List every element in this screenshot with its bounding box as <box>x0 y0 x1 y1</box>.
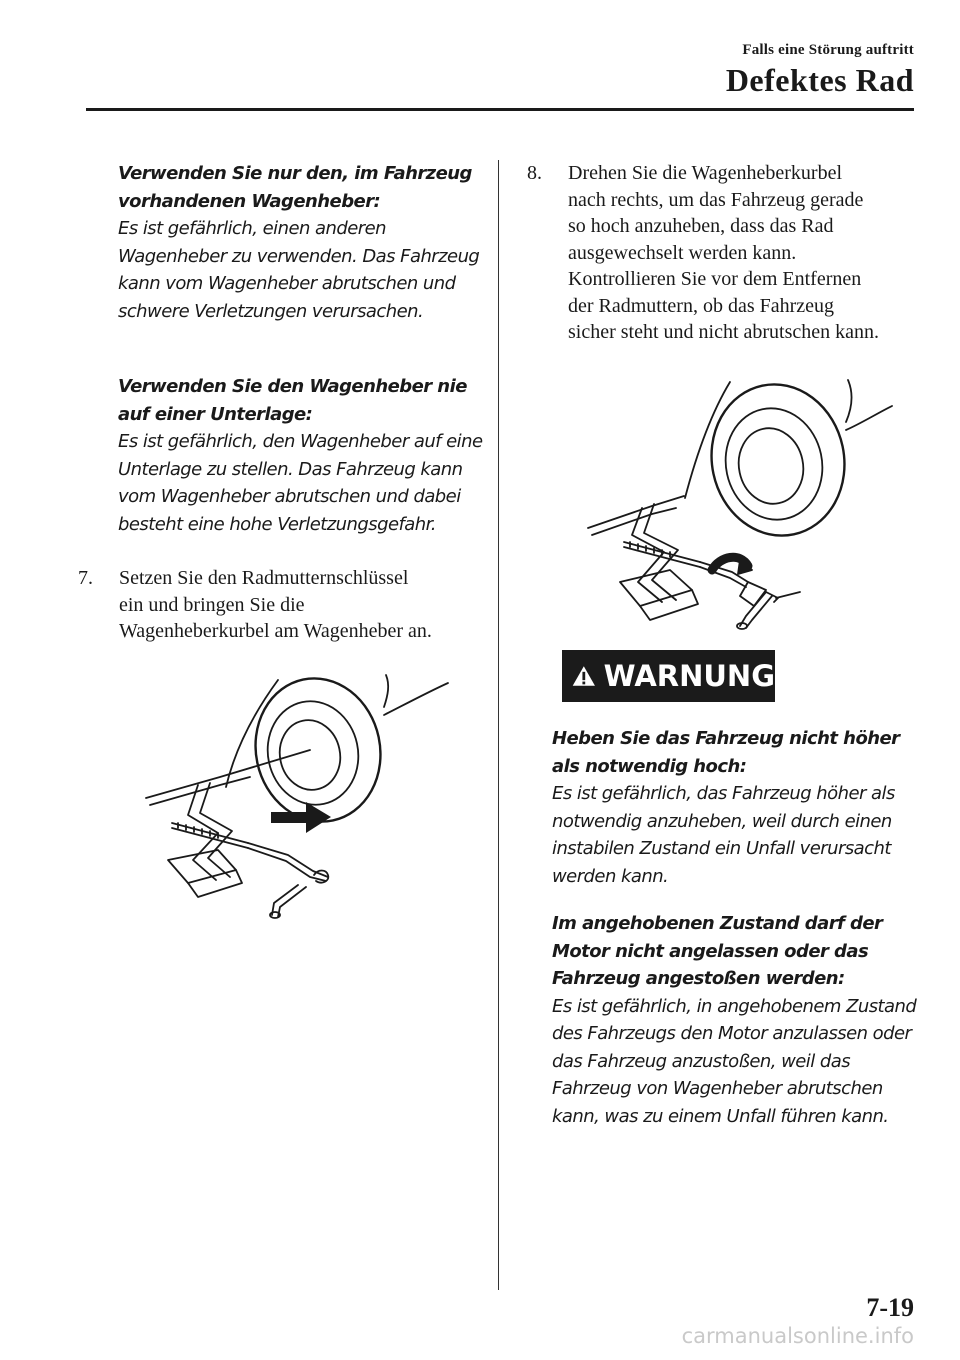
warning-title: Verwenden Sie nur den, im Fahrzeug vorhandenen Wagenheber: <box>118 163 472 212</box>
warning-no-underlay <box>118 373 490 538</box>
page-number: 7-19 <box>866 1293 914 1322</box>
warning-triangle-icon <box>572 661 596 691</box>
warning-text: Es ist gefährlich, den Wagenheber auf eine Unterlage zu stellen. Das Fahrzeug kann vom Wagenheber abrutschen und dabei besteht eine hohe Verletzungsgefahr. <box>118 431 483 535</box>
step-7 <box>78 565 493 645</box>
warning-title: Verwenden Sie den Wagenheber nie auf einer Unterlage: <box>118 376 467 425</box>
header-divider <box>86 108 914 111</box>
column-divider <box>498 160 499 1290</box>
step-text: Drehen Sie die Wagenheberkurbel nach rechts, um das Fahrzeug gerade so hoch anzuheben, dass das Rad ausgewechselt werden kann. Kontrollieren Sie vor dem Entfernen der Radmuttern, ob das Fahrzeug sicher steht und nicht abrutschen kann. <box>568 162 880 343</box>
step-text: Setzen Sie den Radmutternschlüssel ein und bringen Sie die Wagenheberkurbel am Wagenheber an. <box>119 567 432 642</box>
step-number: 7. <box>78 567 93 589</box>
step-8 <box>527 160 927 350</box>
page-title: Defektes Rad <box>725 62 914 98</box>
warning-text: Es ist gefährlich, einen anderen Wagenheber zu verwenden. Das Fahrzeug kann vom Wagenheber abrutschen und schwere Verletzungen verursachen. <box>118 218 480 322</box>
warning-title: Im angehobenen Zustand darf der Motor nicht angelassen oder das Fahrzeug angestoßen werden: <box>552 913 883 989</box>
watermark: carmanualsonline.info <box>681 1324 914 1348</box>
warning-jack-only <box>118 160 490 325</box>
warning-text: Es ist gefährlich, das Fahrzeug höher als notwendig anzuheben, weil durch einen instabilen Zustand ein Unfall verursacht werden kann. <box>552 783 895 887</box>
jack-crank-illustration <box>580 370 910 635</box>
section-title: Falls eine Störung auftritt <box>742 42 914 58</box>
warning-not-higher <box>552 725 924 890</box>
step-number: 8. <box>527 162 542 184</box>
warning-label: WARNUNG <box>603 659 775 693</box>
warning-title: Heben Sie das Fahrzeug nicht höher als notwendig hoch: <box>552 728 900 777</box>
warning-text: Es ist gefährlich, in angehobenem Zustand des Fahrzeugs den Motor anzulassen oder das Fahrzeug anzustoßen, weil das Fahrzeug von Wagenheber abrutschen kann, was zu einem Unfall führen kann. <box>552 995 917 1127</box>
warning-no-engine-start <box>552 910 924 1130</box>
warning-label-badge <box>562 650 775 702</box>
jack-handle-illustration <box>138 665 468 925</box>
